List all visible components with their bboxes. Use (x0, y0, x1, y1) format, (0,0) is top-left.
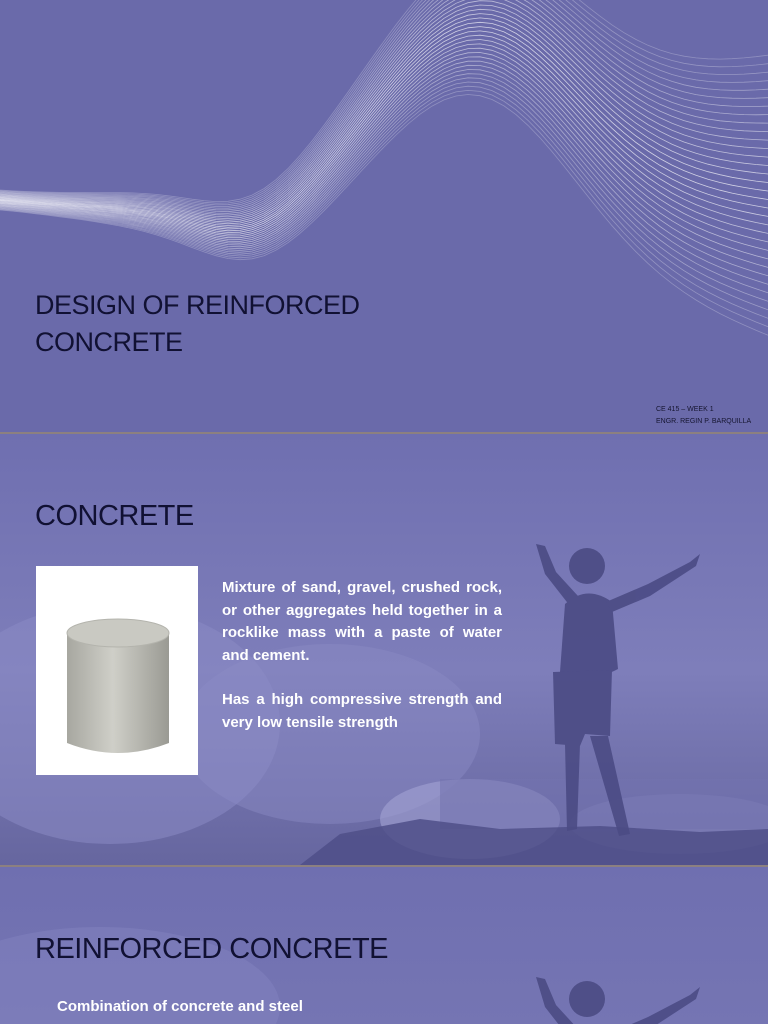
slide-heading: REINFORCED CONCRETE (35, 933, 389, 965)
slide-title-line-1: DESIGN OF REINFORCED (35, 290, 360, 320)
wave-line (0, 74, 768, 293)
slide-meta (656, 404, 751, 428)
concrete-slide (0, 434, 768, 865)
wave-line (0, 0, 768, 213)
wave-lines-graphic (0, 0, 768, 432)
wave-line (0, 0, 768, 207)
course-label: CE 415 – WEEK 1 (656, 406, 714, 413)
wave-line (0, 22, 768, 229)
concrete-strength-note: Has a high compressive strength and very low tensile strength (222, 691, 502, 731)
title-slide (0, 0, 768, 432)
child-silhouette (536, 977, 700, 1024)
wave-line (0, 0, 768, 208)
reinforced-concrete-slide (0, 867, 768, 1024)
author-label: ENGR. REGIN P. BARQUILLA (656, 418, 752, 425)
reinforced-concrete-definition: Combination of concrete and steel (57, 998, 303, 1015)
slide-title-line-2: CONCRETE (35, 327, 183, 357)
wave-line (0, 65, 768, 275)
slide-heading: CONCRETE (35, 500, 194, 532)
slide-title (35, 287, 455, 361)
concrete-cylinder-image (36, 566, 198, 775)
wave-line (0, 0, 768, 219)
concrete-definition: Mixture of sand, gravel, crushed rock, or other aggregates held together in a rocklike mass with a paste of water and cement. (222, 579, 502, 664)
